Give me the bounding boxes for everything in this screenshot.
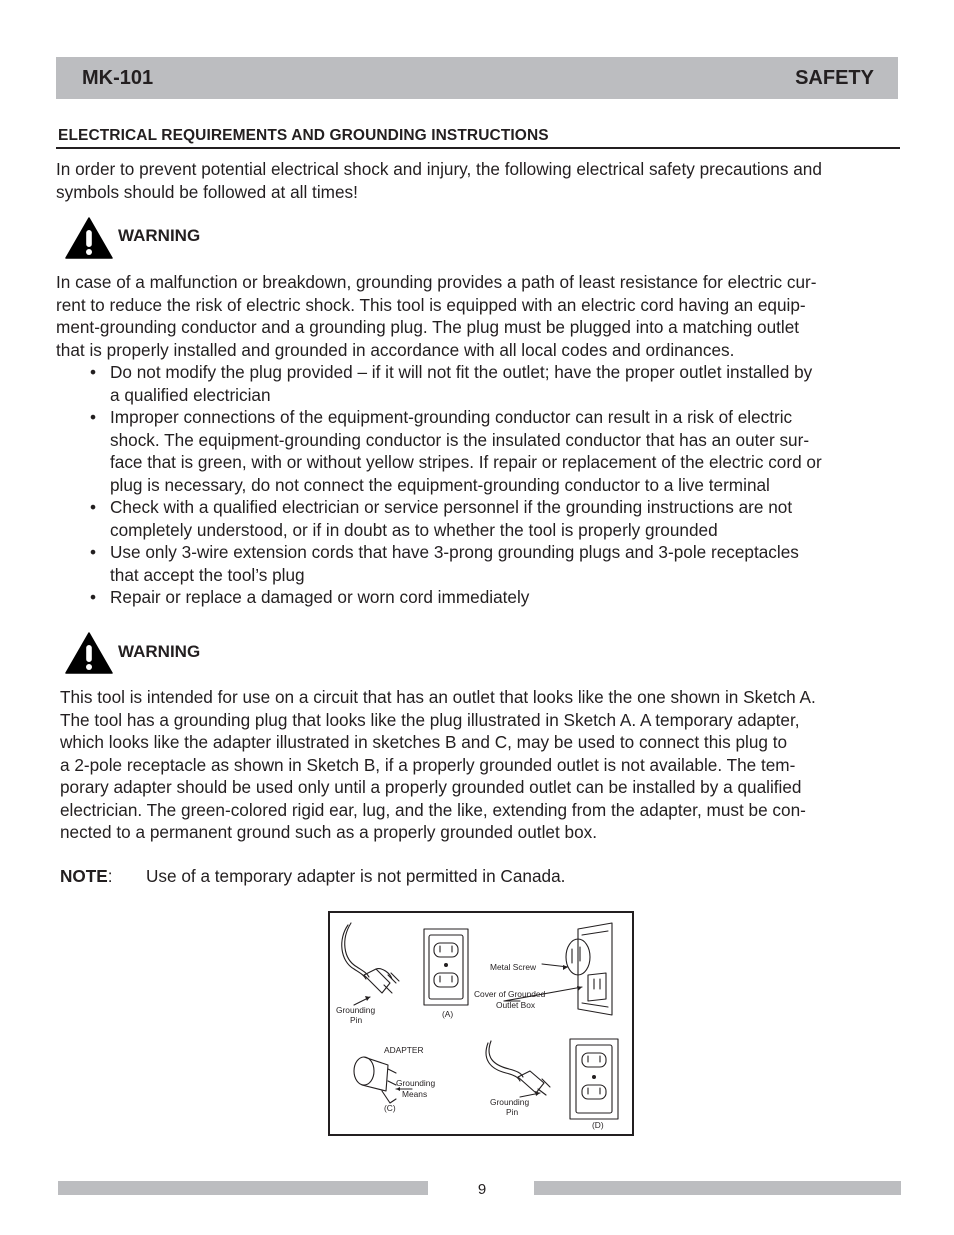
figure-label: Cover of Grounded: [474, 989, 546, 999]
bullet-line: Check with a qualified electrician or service personnel if the grounding instructions are not: [110, 497, 793, 517]
figure-label: ADAPTER: [384, 1045, 424, 1055]
figure-label: Grounding: [396, 1078, 436, 1088]
model-number: MK-101: [82, 67, 154, 89]
figure-label: (A): [442, 1009, 454, 1019]
warning-line: This tool is intended for use on a circuit that has an outlet that looks like the one shown in Sketch A.: [60, 687, 816, 707]
warning-paragraph: [56, 271, 816, 361]
warning-line: nected to a permanent ground such as a properly grounded outlet box.: [60, 822, 597, 842]
note: NOTE: Use of a temporary adapter is not permitted in Canada.: [60, 866, 566, 886]
warning-line: In case of a malfunction or breakdown, grounding provides a path of least resistance for electric cur-: [56, 272, 817, 292]
page-number: 9: [477, 1181, 487, 1198]
figure-label: (D): [592, 1120, 604, 1130]
warning-line: rent to reduce the risk of electric shock. This tool is equipped with an electric cord having an equip-: [56, 294, 806, 315]
bullet-line: Improper connections of the equipment-grounding conductor can result in a risk of electric: [110, 407, 793, 427]
warning-line: The tool has a grounding plug that looks like the plug illustrated in Sketch A. A temporary adapter,: [60, 709, 800, 730]
note-label: NOTE: [60, 866, 108, 886]
figure-label: Outlet Box: [496, 1000, 536, 1010]
bullet-line: that accept the tool’s plug: [110, 564, 305, 585]
bullet-line: face that is green, with or without yellow stripes. If repair or replacement of the electric cord or: [110, 452, 822, 472]
warning-paragraph: [60, 686, 816, 844]
warning-line: ment-grounding conductor and a grounding plug. The plug must be plugged into a matching outlet: [56, 317, 800, 337]
note-text: Use of a temporary adapter is not permitted in Canada.: [146, 866, 566, 886]
intro-line: In order to prevent potential electrical shock and injury, the following electrical safety precautions and: [56, 159, 822, 179]
figure-label: Grounding: [336, 1005, 376, 1015]
bullet-line: a qualified electrician: [110, 384, 271, 405]
footer-bar-right: [534, 1181, 901, 1195]
footer-bar-left: [58, 1181, 428, 1195]
figure-label: Pin: [350, 1015, 363, 1025]
warning-triangle-icon: [65, 632, 113, 674]
figure-label: (C): [384, 1103, 396, 1113]
title-divider: [56, 147, 900, 149]
bullet-line: Do not modify the plug provided – if it will not fit the outlet; have the proper outlet installed by: [110, 362, 813, 382]
figure-label: Means: [402, 1089, 428, 1099]
warning-line: a 2-pole receptacle as shown in Sketch B, if a properly grounded outlet is not available. The tem-: [60, 754, 796, 775]
bullet-line: Use only 3-wire extension cords that have 3-prong grounding plugs and 3-pole receptacles: [110, 542, 799, 562]
grounding-sketches-figure: [328, 911, 634, 1136]
warning-line: that is properly installed and grounded in accordance with all local codes and ordinances.: [56, 339, 735, 360]
page-title: ELECTRICAL REQUIREMENTS AND GROUNDING INSTRUCTIONS: [58, 127, 549, 144]
warning-line: porary adapter should be used only until a properly grounded outlet can be installed by a qualified: [60, 777, 802, 797]
warning-line: which looks like the adapter illustrated in sketches B and C, may be used to connect this plug to: [60, 732, 788, 752]
figure-label: Grounding: [490, 1097, 530, 1107]
grounding-sketches-drawing: [330, 913, 632, 1134]
bullet-line: plug is necessary, do not connect the equipment-grounding conductor to a live terminal: [110, 474, 770, 495]
header-bar: [56, 57, 898, 99]
section-title: SAFETY: [795, 67, 874, 89]
warning-label: WARNING: [118, 642, 201, 661]
warning-triangle-icon: [65, 217, 113, 259]
warning-label: WARNING: [118, 226, 201, 245]
warning-line: electrician. The green-colored rigid ear, lug, and the like, extending from the adapter, must be con-: [60, 799, 806, 820]
figure-label: Metal Screw: [490, 962, 537, 972]
intro-paragraph: [56, 158, 822, 203]
bullet-line: completely understood, or if in doubt as to whether the tool is properly grounded: [110, 519, 718, 540]
bullet-line: shock. The equipment-grounding conductor is the insulated conductor that has an outer sur-: [110, 429, 810, 450]
intro-line: symbols should be followed at all times!: [56, 181, 358, 202]
figure-label: Pin: [506, 1107, 519, 1117]
bullet-line: Repair or replace a damaged or worn cord immediately: [110, 587, 530, 607]
